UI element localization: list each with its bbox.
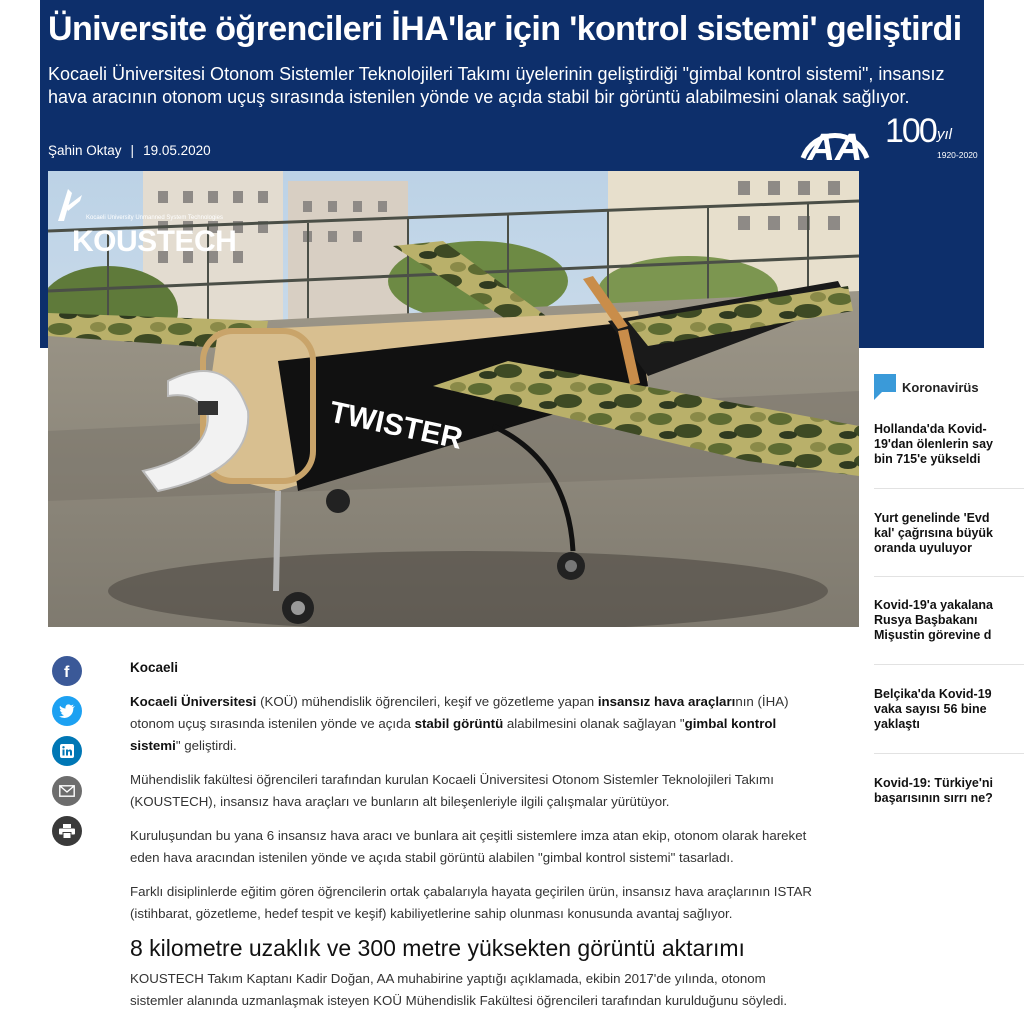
news-line: Kovid-19'a yakalana [874,598,994,612]
news-line: başarısının sırrı ne? [874,791,993,805]
news-line: Rusya Başbakanı [874,613,978,627]
news-line: 19'dan ölenlerin say [874,437,993,451]
emphasis-text: stabil görüntü [414,716,504,731]
news-line: Mişustin görevine d [874,628,992,642]
sidebar-divider [874,753,1024,754]
page-title: Üniversite öğrencileri İHA'lar için 'kontrol sistemi' geliştirdi [48,10,962,48]
hero-photo [48,171,859,627]
news-line: Yurt genelinde 'Evd [874,511,990,525]
news-line: oranda uyuluyor [874,541,972,555]
sidebar-news-item[interactable] [874,511,1024,556]
team-tagline: Kocaeli University Unmanned System Technologies [86,215,223,221]
publish-date: 19.05.2020 [143,143,211,158]
news-line: bin 715'e yükseldi [874,452,981,466]
news-line: vaka sayısı 56 bine [874,702,987,716]
article-body [130,657,820,1024]
article-paragraph [130,691,820,757]
sidebar-news-item[interactable] [874,687,1024,732]
anniversary-number: 100 [885,112,936,150]
news-line: Belçika'da Kovid-19 [874,687,992,701]
twitter-icon [59,704,75,718]
dateline-city: Kocaeli [130,660,179,675]
print-icon [59,824,75,839]
paragraph-text: alabilmesini olanak sağlayan " [503,716,685,731]
aircraft-name-label: TWISTER [326,395,466,456]
article-summary: Kocaeli Üniversitesi Otonom Sistemler Teknolojileri Takımı üyelerinin geliştirdiği "gimbal kontrol sistemi", insansız hava aracının otonom uçuş sırasında istenilen yönde ve açıda stabil bir görüntü alabilmesini olanak sağlıyor. [48,64,945,107]
emphasis-text: Kocaeli Üniversitesi [130,694,257,709]
article-paragraph: Farklı disiplinlerde eğitim gören öğrencilerin ortak çabalarıyla hayata geçirilen ürün, insansız hava araçlarının ISTAR (istihbarat, gözetleme, hedef tespit ve keşif) kabiliyetlerine sahip olunması konusunda avantaj sağlıyor. [130,884,812,921]
sidebar-divider [874,576,1024,577]
svg-text:f: f [64,664,70,679]
share-facebook-button[interactable] [52,656,82,686]
article-paragraph: Mühendislik fakültesi öğrencileri tarafından kurulan Kocaeli Üniversitesi Otonom Sistemler Teknolojileri Takımı (KOUSTECH), insansız hava araçları ve bunların alt bileşenleriyle ilgili çalışmalar yürütüyor. [130,772,774,809]
byline [48,143,211,158]
team-logo-text: KOUSTECH [72,225,237,258]
byline-separator: | [130,143,135,158]
aa-logo-icon [797,102,873,164]
share-mail-button[interactable] [52,776,82,806]
sidebar-divider [874,488,1024,489]
sidebar-section-title: Koronavirüs [902,379,979,395]
paragraph-text: (KOÜ) mühendislik öğrencileri, keşif ve gözetleme yapan [256,694,598,709]
anniversary-word: yıl [937,126,952,143]
print-button[interactable] [52,816,82,846]
news-line: yaklaştı [874,717,920,731]
anniversary-years: 1920-2020 [937,150,978,160]
linkedin-icon [60,744,74,758]
sidebar-news-item[interactable] [874,422,1024,467]
article-subheading: 8 kilometre uzaklık ve 300 metre yüksekten görüntü aktarımı [130,935,745,961]
emphasis-text: gimbal kontrol sistemi [130,716,777,753]
news-line: Hollanda'da Kovid- [874,422,987,436]
emphasis-text: insansız hava araçları [597,694,736,709]
sidebar-news-item[interactable] [874,776,1024,806]
sidebar [860,348,1024,1024]
author-link[interactable]: Şahin Oktay [48,143,122,158]
news-line: kal' çağrısına büyük [874,526,993,540]
sidebar-divider [874,664,1024,665]
sidebar-news-item[interactable] [874,598,1024,643]
aa-logo-text: AA [807,127,863,164]
news-line: Kovid-19: Türkiye'ni [874,776,993,790]
koustech-emblem-icon [54,187,84,223]
share-bar [52,656,82,856]
koustech-watermark [54,185,237,269]
mail-icon [59,785,75,797]
share-twitter-button[interactable] [52,696,82,726]
speech-bubble-icon [874,374,896,400]
article-paragraph: Kuruluşundan bu yana 6 insansız hava aracı ve bunlara ait çeşitli sistemlere imza atan ekip, otonom olarak hareket eden hava aracından istenilen yönde ve açıda stabil görüntü alabilen "gimbal kontrol sistemi" tasarladı. [130,828,807,865]
paragraph-text: " geliştirdi. [175,738,237,753]
paragraph-text: nın (İHA) otonom uçuş sırasında istenilen yönde ve açıda [130,694,789,731]
share-linkedin-button[interactable] [52,736,82,766]
article-paragraph: KOUSTECH Takım Kaptanı Kadir Doğan, AA muhabirine yaptığı açıklamada, ekibin 2017'de yılında, otonom sistemler alanında uzmanlaşmak isteyen KOÜ Mühendislik Fakültesi öğrencileri tarafından kurulduğunu söyledi. [130,971,788,1008]
sidebar-header[interactable] [874,374,979,400]
facebook-icon [60,663,74,679]
anniversary-badge [885,112,985,162]
